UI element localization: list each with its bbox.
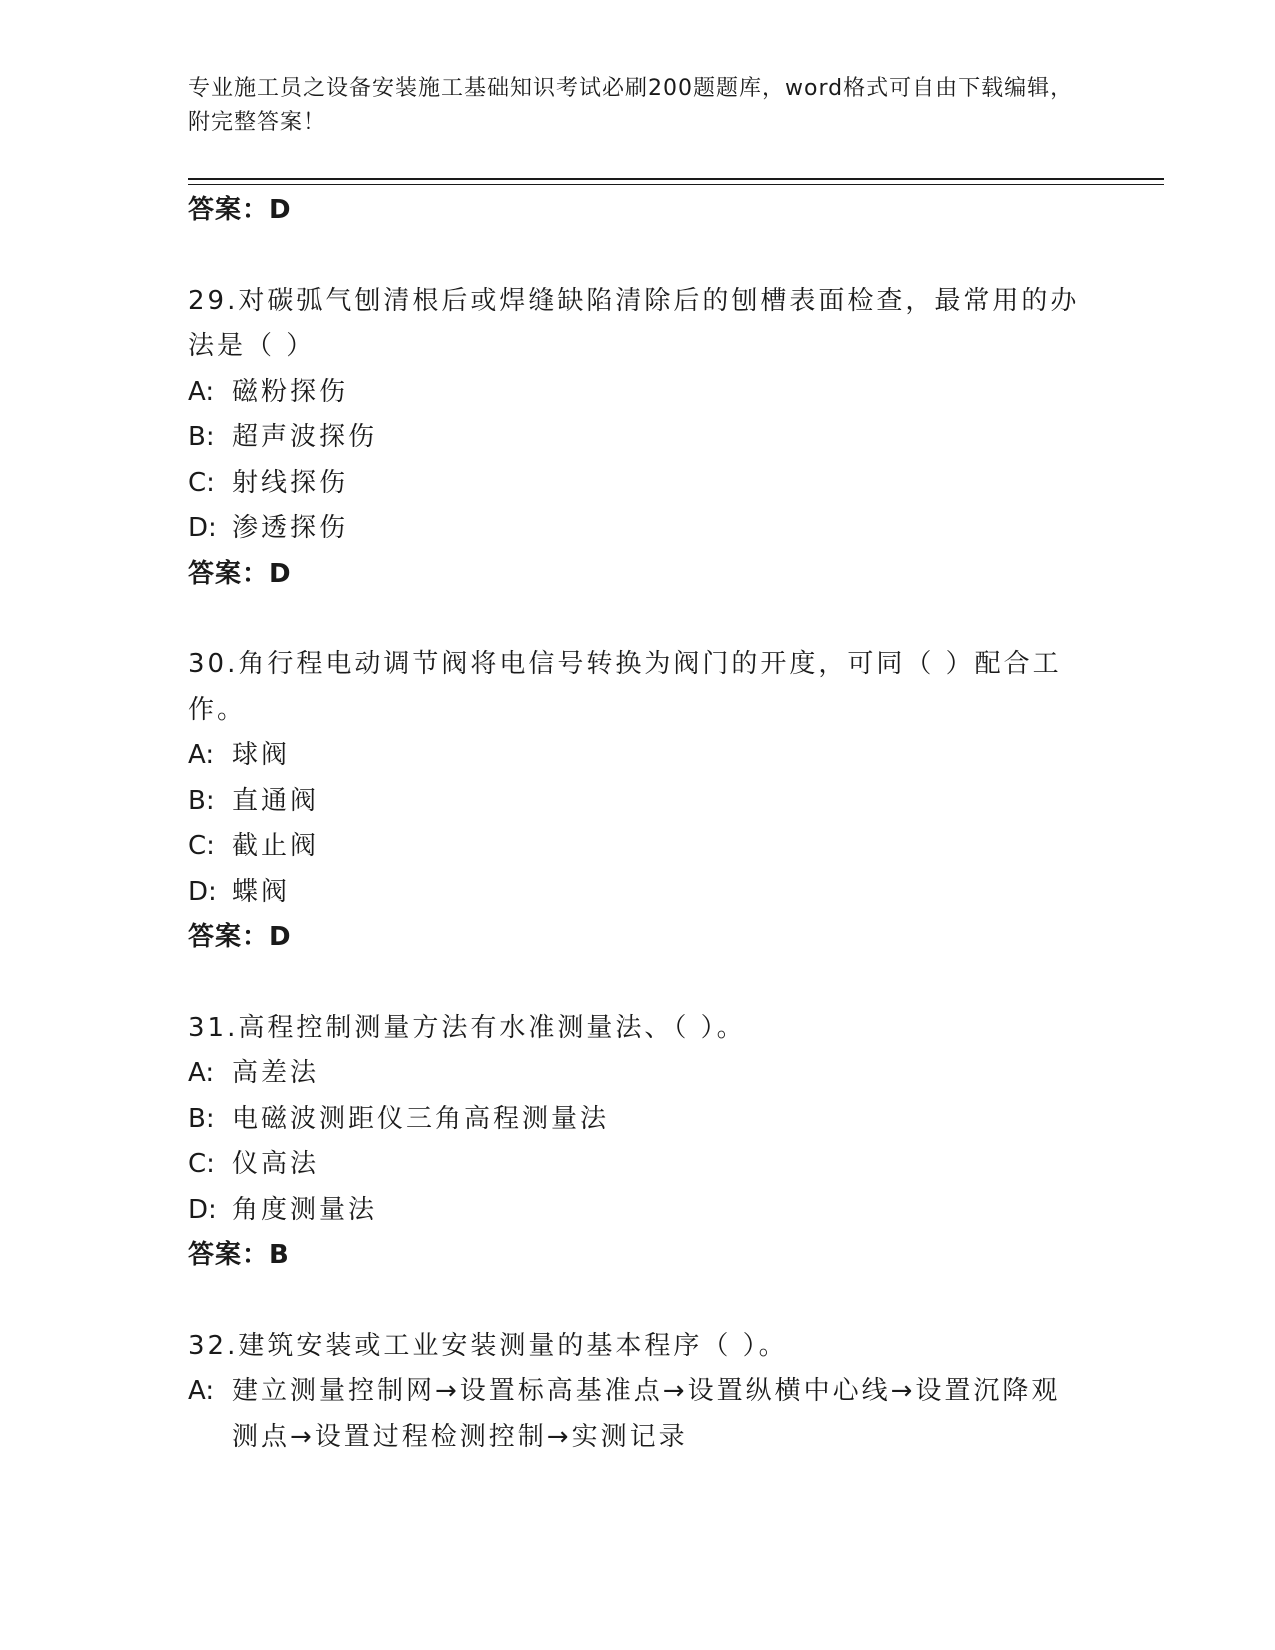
document-body [188, 188, 1088, 1460]
header-rule-thick [188, 178, 1164, 180]
option-letter: C: [188, 1149, 215, 1179]
option-a [188, 1051, 1088, 1097]
option-text: 蝶阀 [232, 876, 291, 907]
option-text: 角度测量法 [232, 1194, 378, 1225]
option-a [188, 1369, 1088, 1460]
option-b [188, 1097, 1088, 1143]
page-header [188, 72, 1088, 140]
option-c [188, 461, 1088, 507]
option-b [188, 779, 1088, 825]
question-text: 31.高程控制测量方法有水准测量法、（ ）。 [188, 1012, 746, 1043]
option-d [188, 1188, 1088, 1234]
option-c [188, 1142, 1088, 1188]
answer-line: 答案：D [188, 558, 292, 589]
answer-line: 答案：D [188, 922, 292, 952]
option-a [188, 370, 1088, 416]
option-text: 渗透探伤 [232, 513, 349, 543]
question-text: 32.建筑安装或工业安装测量的基本程序（ ）。 [188, 1330, 788, 1361]
option-letter: A: [188, 1376, 215, 1406]
question-text: 29.对碳弧气刨清根后或焊缝缺陷清除后的刨槽表面检查，最常用的办法是（ ） [188, 285, 1080, 361]
option-letter: D: [188, 1194, 217, 1225]
option-letter: A: [188, 740, 215, 770]
option-text: 射线探伤 [232, 467, 349, 498]
option-letter: A: [188, 1058, 215, 1088]
option-b [188, 415, 1088, 461]
option-letter: C: [188, 467, 215, 498]
option-letter: D: [188, 513, 217, 543]
option-text: 球阀 [232, 740, 291, 770]
option-text: 截止阀 [232, 831, 320, 861]
question-text: 30.角行程电动调节阀将电信号转换为阀门的开度，可同（ ）配合工作。 [188, 649, 1062, 725]
answer-line: 答案：D [188, 195, 292, 225]
option-letter: B: [188, 785, 215, 816]
option-a [188, 733, 1088, 779]
option-text: 高差法 [232, 1058, 320, 1088]
option-letter: B: [188, 1103, 215, 1134]
question-32 [188, 1324, 1088, 1461]
option-letter: C: [188, 831, 215, 861]
option-letter: D: [188, 876, 217, 907]
document-title: 专业施工员之设备安装施工基础知识考试必刷200题题库，word格式可自由下载编辑，附完整答案！ [188, 76, 1074, 135]
option-d [188, 870, 1088, 916]
question-30 [188, 642, 1088, 961]
option-text: 磁粉探伤 [232, 376, 349, 407]
question-29 [188, 279, 1088, 598]
option-text: 建立测量控制网→设置标高基准点→设置纵横中心线→设置沉降观测点→设置过程检测控制→实测记录 [232, 1376, 1061, 1452]
option-text: 直通阀 [232, 785, 320, 816]
question-31 [188, 1006, 1088, 1279]
option-letter: B: [188, 422, 215, 452]
option-text: 超声波探伤 [232, 422, 378, 452]
option-text: 仪高法 [232, 1149, 320, 1179]
option-letter: A: [188, 376, 215, 407]
option-text: 电磁波测距仪三角高程测量法 [232, 1103, 610, 1134]
header-rule-thin [188, 184, 1164, 185]
option-c [188, 824, 1088, 870]
answer-line: 答案：B [188, 1240, 290, 1270]
option-d [188, 506, 1088, 552]
